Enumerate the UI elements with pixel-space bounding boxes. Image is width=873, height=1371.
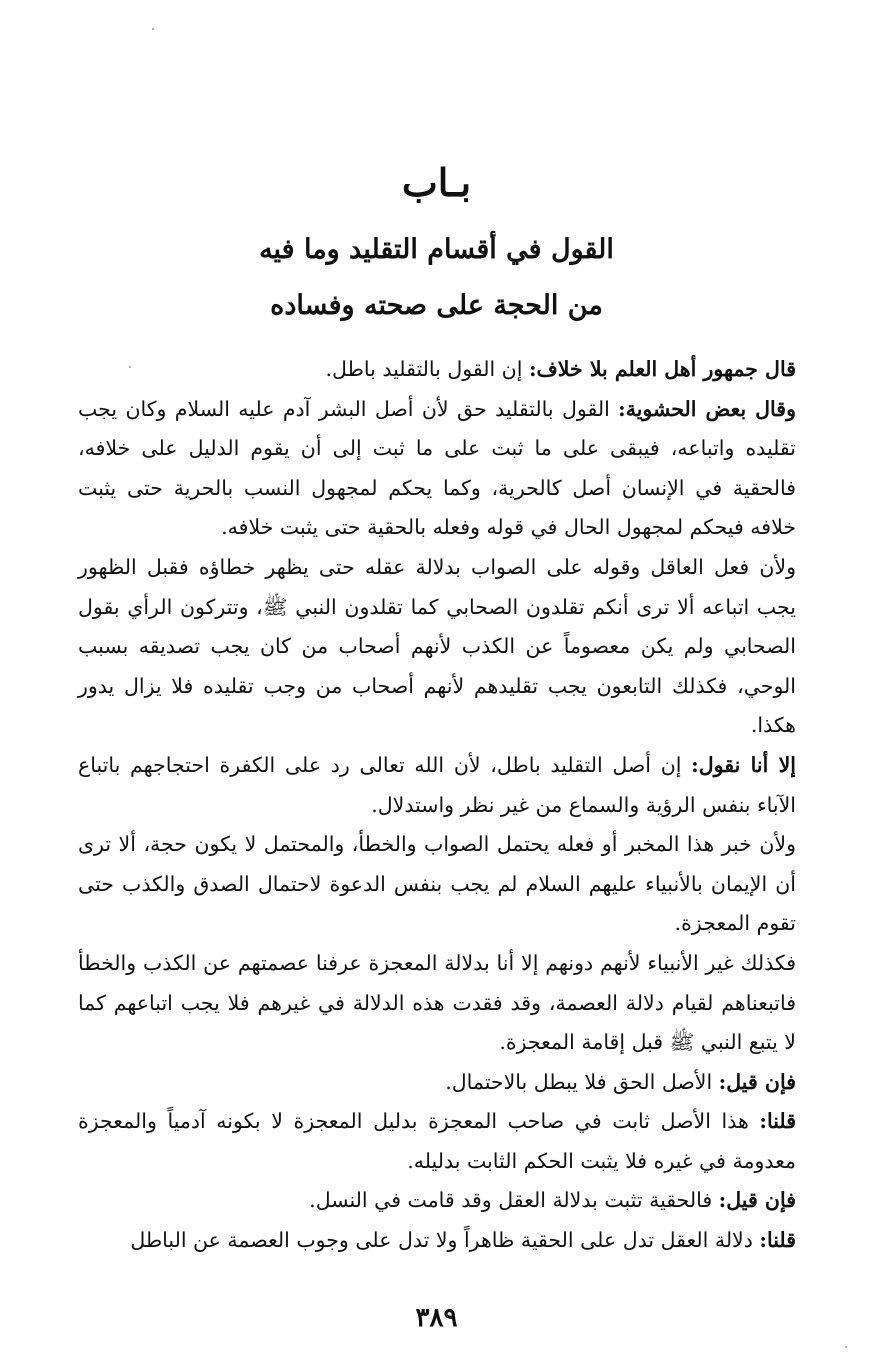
paragraph-lead: إلا أنا نقول: (691, 752, 797, 777)
chapter-title: بـاب (401, 160, 472, 205)
paragraph-9 (78, 1181, 796, 1221)
section-title-line-1: القول في أقسام التقليد وما فيه (259, 234, 614, 265)
body-text (78, 350, 796, 1261)
paragraph-8 (78, 1102, 796, 1181)
paragraph-lead: فإن قيل: (718, 1069, 796, 1094)
paragraph-text: إن القول بالتقليد باطل. (325, 357, 529, 381)
page-number: ٣٨٩ (415, 1303, 458, 1333)
paragraph-4 (78, 746, 796, 825)
paragraph-text: إن أصل التقليد باطل، لأن الله تعالى رد على الكفرة احتجاجهم باتباع الآباء بنفس الرؤية والسماع من غير نظر واستدلال. (78, 752, 796, 817)
paragraph-text: هذا الأصل ثابت في صاحب المعجزة بدليل المعجزة لا بكونه آدمياً والمعجزة معدومة في غيره فلا يثبت الحكم الثابت بدليله. (78, 1109, 796, 1173)
paragraph-lead: وقال بعض الحشوية: (618, 396, 796, 421)
paragraph-5 (78, 825, 796, 944)
paragraph-text: فالحقية تثبت بدلالة العقل وقد قامت في النسل. (309, 1188, 719, 1213)
section-title-line-2: من الحجة على صحته وفساده (270, 290, 603, 321)
paragraph-text: دلالة العقل تدل على الحقية ظاهراً ولا تدل على وجوب العصمة عن الباطل (130, 1228, 760, 1253)
paragraph-lead: قلنا: (759, 1109, 796, 1134)
paragraph-1 (78, 350, 796, 390)
paragraph-lead: قال جمهور أهل العلم بلا خلاف: (528, 357, 796, 381)
paragraph-text: ولأن فعل العاقل وقوله على الصواب بدلالة عقله حتى يظهر خطاؤه فقبل الظهور يجب اتباعه ألا ترى أنكم تقلدون الصحابي كما تقلدون النبي ﷺ، وتتركون الرأي بقول الصحابي ولم يكن معصوماً عن الكذب لأنهم أصحاب من كان يجب تصديقه بسبب الوحي، فكذلك التابعون يجب تقليدهم لأنهم أصحاب من وجب تقليده فلا يزال يدور هكذا. (78, 554, 796, 738)
paragraph-text: فكذلك غير الأنبياء لأنهم دونهم إلا أنا بدلالة المعجزة عرفنا عصمتهم عن الكذب والخطأ فاتبعناهم لقيام دلالة العصمة، وقد فقدت هذه الدلالة في غيرهم فلا يجب اتباعهم كما لا يتبع النبي ﷺ قبل إقامة المعجزة. (78, 950, 796, 1055)
scan-speck (152, 28, 154, 30)
scan-speck (845, 1346, 847, 1348)
paragraph-2 (78, 390, 796, 548)
paragraph-10 (78, 1221, 796, 1261)
paragraph-lead: فإن قيل: (718, 1188, 796, 1213)
paragraph-lead: قلنا: (759, 1228, 796, 1253)
paragraph-text: ولأن خبر هذا المخبر أو فعله يحتمل الصواب والخطأ، والمحتمل لا يكون حجة، ألا ترى أن الإيمان بالأنبياء عليهم السلام لم يجب بنفس الدعوة لاحتمال الصدق والكذب حتى تقوم المعجزة. (78, 832, 796, 936)
paragraph-text: الأصل الحق فلا يبطل بالاحتمال. (445, 1069, 719, 1094)
paragraph-3 (78, 548, 796, 746)
paragraph-7 (78, 1063, 796, 1103)
paragraph-text: القول بالتقليد حق لأن أصل البشر آدم عليه السلام وكان يجب تقليده واتباعه، فيبقى على ما ثبت على ما ثبت إلى أن يقوم الدليل على خلافه، فالحقية في الإنسان أصل كالحرية، وكما يحكم لمجهول النسب بالحرية حتى يثبت خلافه فيحكم لمجهول الحال في قوله وفعله بالحقية حتى يثبت خلافه. (78, 396, 796, 540)
paragraph-6 (78, 944, 796, 1063)
scan-speck (129, 366, 131, 368)
